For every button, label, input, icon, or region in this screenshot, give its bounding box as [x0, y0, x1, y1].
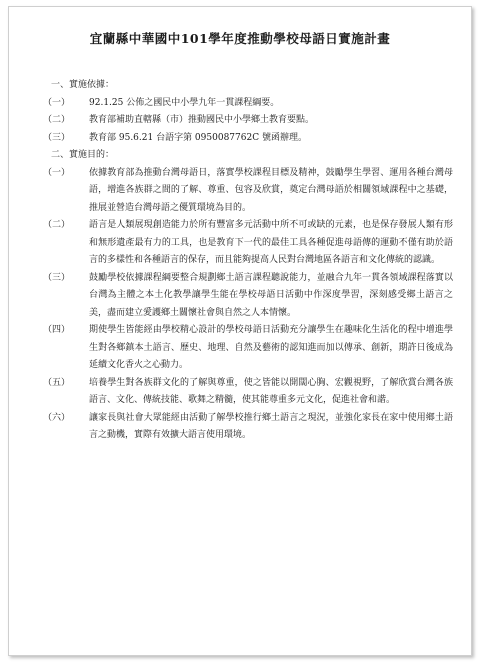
item-text: 教育部補助直轄縣（市）推動國民中小學鄉土教育要點。 [89, 115, 315, 125]
document-title: 宜蘭縣中華國中101學年度推動學校母語日實施計畫 [89, 31, 391, 46]
item-text: 92.1.25 公佈之國民中小學九年一貫課程綱要。 [89, 97, 280, 108]
list-item [43, 217, 453, 270]
list-item [43, 375, 453, 410]
list-item [43, 165, 453, 218]
item-number: （四） [43, 325, 71, 335]
item-text: 期使學生皆能經由學校精心設計的學校母語日活動充分讓學生在趣味化生活化的程中增進學生對各鄉鎮本土語言、歷史、地理、自然及藝術的認知進而加以傳承、創新，期許日後成為延續文化香火之心動力。 [89, 325, 453, 370]
section-basis [43, 77, 453, 147]
item-number: （二） [43, 220, 71, 230]
item-text: 讓家長與社會大眾能經由活動了解學校推行鄉土語言之現況，並強化家長在家中使用鄉土語言之動機，實際有效擴大語言使用環境。 [89, 412, 453, 440]
item-number: （一） [43, 97, 71, 108]
list-item [43, 130, 453, 148]
item-number: （一） [43, 167, 71, 178]
list-item [43, 410, 453, 445]
item-text: 鼓勵學校依據課程綱要整合規劃鄉土語言課程聽說能力，並融合九年一貫各領域課程落實以台灣為主體之本土化教學讓學生能在學校母語日活動中作深度學習，深刻感受鄉土語言之美，盡而建立愛護鄉土關懷社會與自然之人本情懷。 [89, 272, 453, 318]
document-body [43, 77, 453, 445]
document-page [8, 6, 472, 656]
item-number: （三） [43, 132, 71, 143]
item-text: 語言是人類展現創造能力於所有豐富多元活動中所不可或缺的元素，也是保存發展人類有形和無形遺產最有力的工具，也是教育下一代的最佳工具各種促進母語傳的運動不僅有助於語言的多樣性和各種語言的保存，而且能夠提高人民對台灣地區各語言和文化傳統的認識。 [89, 220, 453, 265]
list-item [43, 95, 453, 113]
item-number: （六） [43, 412, 71, 423]
item-text: 依據教育部為推動台灣母語日，落實學校課程目標及精神，鼓勵學生學習、運用各種台灣母語，增進各族群之間的了解、尊重、包容及欣賞，奠定台灣母語於相關領域課程中之基礎，推展並營造台灣母語之優質環境為目的。 [89, 167, 453, 213]
item-number: （三） [43, 272, 71, 283]
list-item [43, 112, 453, 130]
item-text: 培養學生對各族群文化的了解與尊重，使之皆能以開闊心胸、宏觀視野，了解欣賞台灣各族語言、文化、傳統技能、歌舞之精髓，使其能尊重多元文化，促進社會和諧。 [89, 377, 453, 405]
section-heading: 一、實施依據： [51, 80, 115, 90]
item-text: 教育部 95.6.21 台語字第 0950087762C 號函辦理。 [89, 132, 307, 143]
section-heading: 二、實施目的： [51, 150, 115, 160]
item-number: （五） [43, 377, 71, 388]
list-item [43, 322, 453, 375]
item-number: （二） [43, 115, 71, 125]
section-purpose [43, 147, 453, 445]
list-item [43, 270, 453, 323]
